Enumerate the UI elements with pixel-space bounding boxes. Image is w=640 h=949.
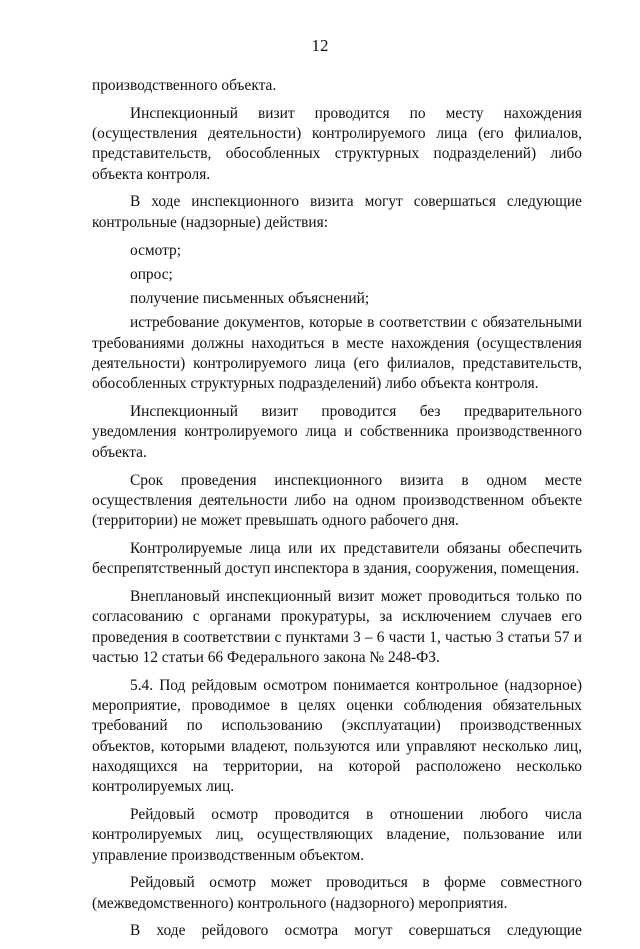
list-item: осмотр; — [130, 241, 182, 259]
paragraph: В ходе инспекционного визита могут совершаться следующие контрольные (надзорные) действия: — [92, 193, 582, 231]
list-item: опрос; — [130, 265, 173, 283]
document-body — [92, 76, 582, 949]
paragraph-continuation: производственного объекта. — [92, 77, 277, 94]
paragraph: Срок проведения инспекционного визита в одном месте осуществления деятельности либо на одном производственном объекте (территории) не может превышать одного рабочего дня. — [92, 471, 582, 530]
paragraph: Инспекционный визит проводится по месту нахождения (осуществления деятельности) контролируемого лица (его филиалов, представительств, обособленных структурных подразделений) либо объекта контроля. — [92, 104, 582, 183]
paragraph: Инспекционный визит проводится без предварительного уведомления контролируемого лица и собственника производственного объекта. — [92, 403, 582, 461]
list-item: получение письменных объяснений; — [130, 290, 370, 308]
paragraph: Рейдовый осмотр может проводиться в форме совместного (межведомственного) контрольного (надзорного) мероприятия. — [92, 874, 582, 912]
paragraph-truncated: В ходе рейдового осмотра могут совершаться следующие — [130, 922, 582, 940]
paragraph: Внеплановый инспекционный визит может проводиться только по согласованию с органами прокуратуры, за исключением случаев его проведения в соответствии с пунктами 3 – 6 части 1, частью 3 статьи 57 и частью 12 статьи 66 Федерального закона № 248-ФЗ. — [92, 588, 582, 666]
page-number: 12 — [311, 36, 329, 55]
list-item: истребование документов, которые в соответствии с обязательными требованиями должны находиться в месте нахождения (осуществления деятельности) контролируемого лица (его филиалов, представительств, обособленных структурных подразделений) либо объекта контроля. — [92, 314, 582, 393]
paragraph: 5.4. Под рейдовым осмотром понимается контрольное (надзорное) мероприятие, проводимое в целях оценки соблюдения обязательных требований по использованию (эксплуатации) производственных объектов, которыми владеют, пользуются или управляют несколько лиц, находящихся на территории, на которой расположено несколько контролируемых лиц. — [92, 676, 582, 796]
paragraph: Рейдовый осмотр проводится в отношении любого числа контролируемых лиц, осуществляющих владение, пользование или управление производственным объектом. — [92, 806, 582, 864]
paragraph: Контролируемые лица или их представители обязаны обеспечить беспрепятственный доступ инспектора в здания, сооружения, помещения. — [92, 539, 582, 578]
